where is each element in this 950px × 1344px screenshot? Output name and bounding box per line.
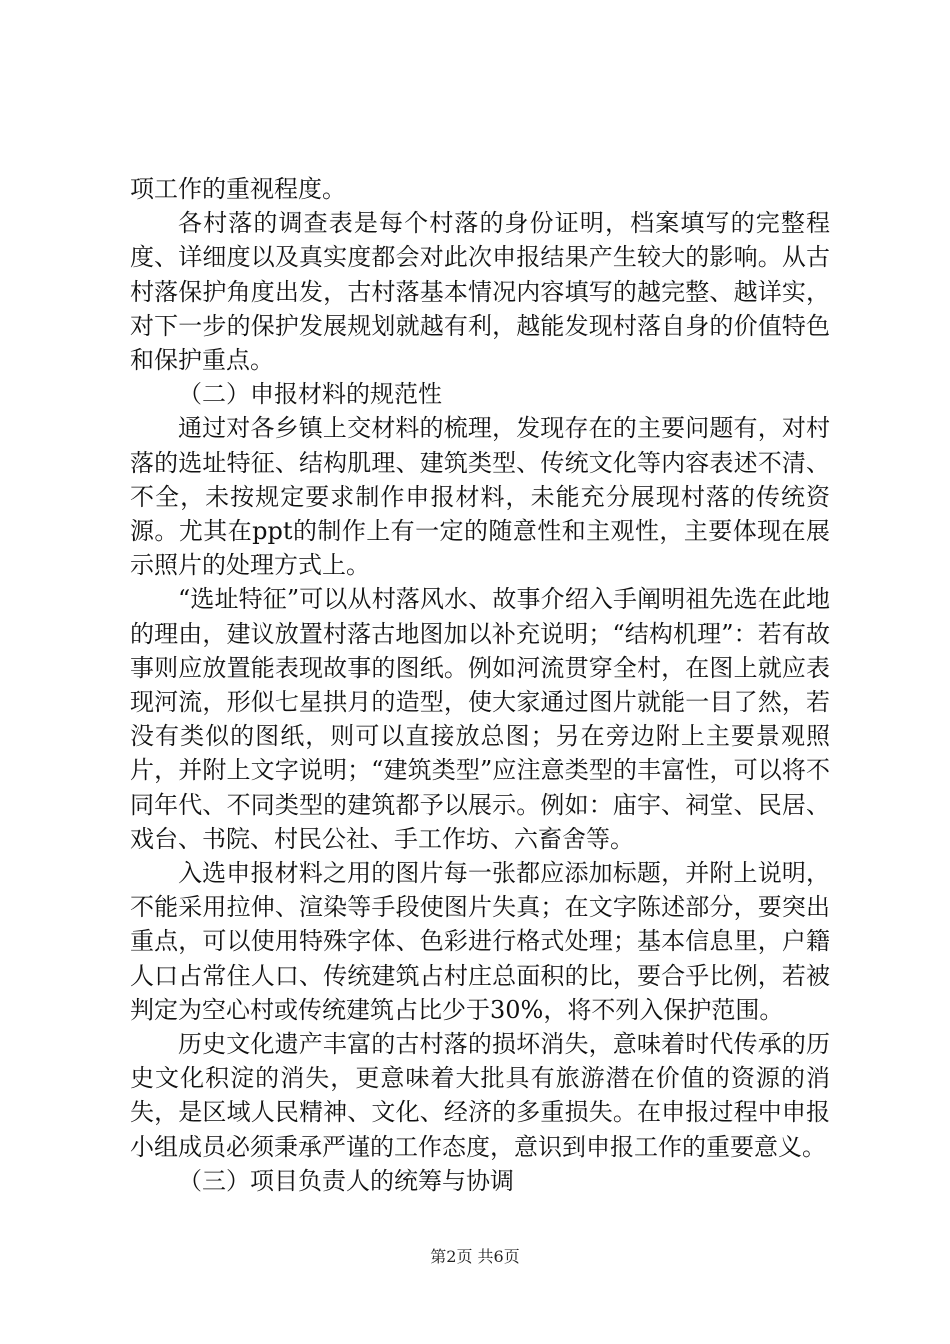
paragraph: 各村落的调查表是每个村落的身份证明，档案填写的完整程度、详细度以及真实度都会对此次申报结果产生较大的影响。从古村落保护角度出发，古村落基本情况内容填写的越完整、越详实，对下一步的保护发展规划就越有利，越能发现村落自身的价值特色和保护重点。: [130, 209, 830, 375]
paragraph-continuation: 项工作的重视程度。: [130, 175, 346, 203]
paragraph: “选址特征”可以从村落风水、故事介绍入手阐明祖先选在此地的理由，建议放置村落古地图加以补充说明；“结构机理”：若有故事则应放置能表现故事的图纸。例如河流贯穿全村，在图上就应表现河流，形似七星拱月的造型，使大家通过图片就能一目了然，若没有类似的图纸，则可以直接放总图；另在旁边附上主要景观照片，并附上文字说明；“建筑类型”应注意类型的丰富性，可以将不同年代、不同类型的建筑都予以展示。例如：庙宇、祠堂、民居、戏台、书院、村民公社、手工作坊、六畜舍等。: [130, 585, 830, 853]
paragraph: 通过对各乡镇上交材料的梳理，发现存在的主要问题有，对村落的选址特征、结构肌理、建筑类型、传统文化等内容表述不清、不全，未按规定要求制作申报材料，未能充分展现村落的传统资源。尤其在ppt的制作上有一定的随意性和主观性，主要体现在展示照片的处理方式上。: [130, 414, 830, 580]
page-footer: 第2页 共6页: [430, 1247, 520, 1266]
paragraph: 入选申报材料之用的图片每一张都应添加标题，并附上说明，不能采用拉伸、渲染等手段使图片失真；在文字陈述部分，要突出重点，可以使用特殊字体、色彩进行格式处理；基本信息里，户籍人口占常住人口、传统建筑占村庄总面积的比，要合乎比例，若被判定为空心村或传统建筑占比少于30%，将不列入保护范围。: [130, 859, 830, 1024]
section-heading: （三）项目负责人的统筹与协调: [178, 1166, 514, 1195]
paragraph: 历史文化遗产丰富的古村落的损坏消失，意味着时代传承的历史文化积淀的消失，更意味着大批具有旅游潜在价值的资源的消失，是区域人民精神、文化、经济的多重损失。在申报过程中申报小组成员必须秉承严谨的工作态度，意识到申报工作的重要意义。: [130, 1030, 830, 1161]
document-body: [130, 172, 830, 1198]
section-heading: （二）申报材料的规范性: [178, 380, 442, 409]
